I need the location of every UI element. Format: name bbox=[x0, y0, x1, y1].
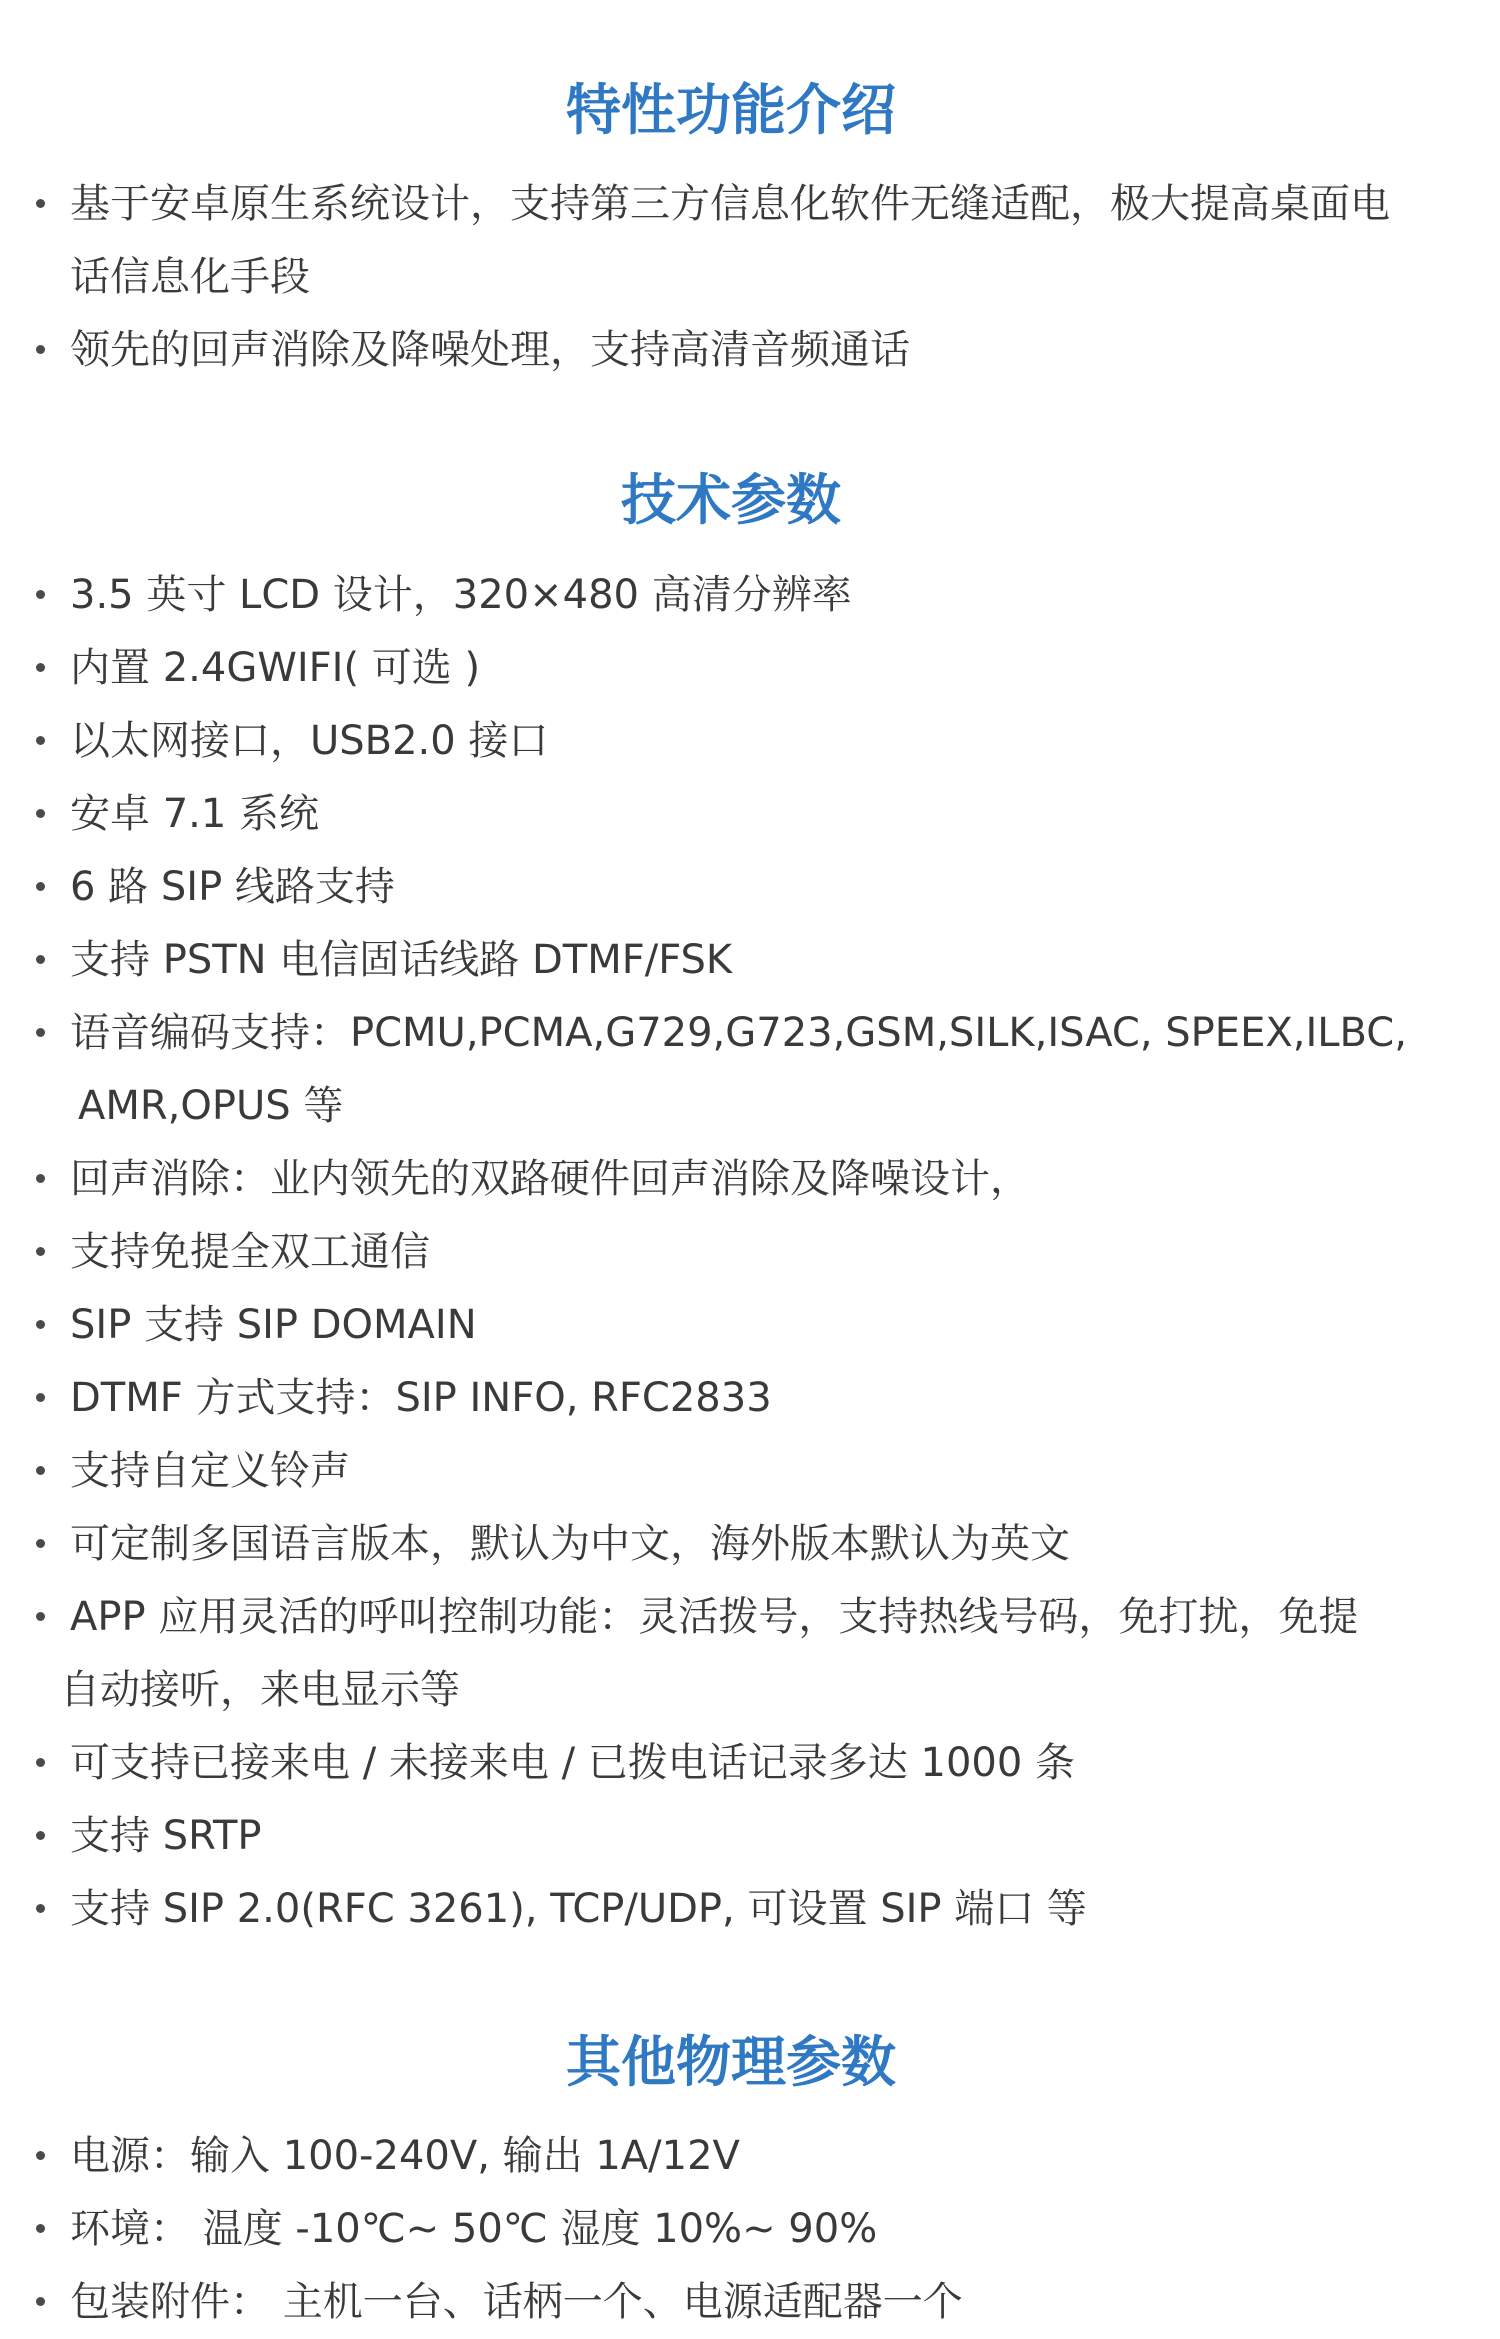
item-text: 支持免提全双工通信 bbox=[70, 1229, 430, 1275]
list-item bbox=[0, 851, 1500, 924]
item-text: 内置 2.4GWIFI( 可选 ) bbox=[70, 645, 481, 691]
item-text: 回声消除：业内领先的双路硬件回声消除及降噪设计， bbox=[70, 1156, 1030, 1202]
list-item bbox=[0, 997, 1500, 1070]
list-item-continuation bbox=[0, 1654, 1500, 1727]
section-title-tech-params: 技术参数 bbox=[620, 468, 841, 532]
list-item bbox=[0, 1800, 1500, 1873]
section-title-physical-params: 其他物理参数 bbox=[565, 2030, 896, 2094]
list-item bbox=[0, 924, 1500, 997]
list-item bbox=[0, 559, 1500, 632]
item-text: 可定制多国语言版本，默认为中文，海外版本默认为英文 bbox=[70, 1521, 1070, 1567]
list-item bbox=[0, 1727, 1500, 1800]
list-item bbox=[0, 1873, 1500, 1946]
item-text-continuation: 自动接听，来电显示等 bbox=[60, 1667, 460, 1713]
item-text: 安卓 7.1 系统 bbox=[70, 791, 320, 837]
item-text: 3.5 英寸 LCD 设计，320×480 高清分辨率 bbox=[70, 572, 852, 618]
bullet-icon bbox=[36, 955, 45, 964]
bullet-icon bbox=[36, 345, 45, 354]
bullet-icon bbox=[36, 1174, 45, 1183]
bullet-icon bbox=[36, 199, 45, 208]
bullet-icon bbox=[36, 1466, 45, 1475]
item-text: DTMF 方式支持：SIP INFO, RFC2833 bbox=[70, 1375, 772, 1421]
bullet-icon bbox=[36, 736, 45, 745]
item-text: 领先的回声消除及降噪处理，支持高清音频通话 bbox=[70, 327, 910, 373]
list-item bbox=[0, 1581, 1500, 1654]
item-text: 环境： 温度 -10℃~ 50℃ 湿度 10%~ 90% bbox=[70, 2206, 878, 2252]
list-item bbox=[0, 705, 1500, 778]
item-text: 可支持已接来电 / 未接来电 / 已拨电话记录多达 1000 条 bbox=[70, 1740, 1076, 1786]
bullet-icon bbox=[36, 2224, 45, 2233]
item-text: 支持 SIP 2.0(RFC 3261), TCP/UDP, 可设置 SIP 端口 等 bbox=[70, 1886, 1087, 1932]
bullet-icon bbox=[36, 809, 45, 818]
bullet-icon bbox=[36, 1612, 45, 1621]
list-item bbox=[0, 632, 1500, 705]
list-item bbox=[0, 1216, 1500, 1289]
bullet-icon bbox=[36, 1539, 45, 1548]
list-item-continuation bbox=[0, 241, 1500, 314]
bullet-icon bbox=[36, 1758, 45, 1767]
bullet-icon bbox=[36, 2151, 45, 2160]
list-item bbox=[0, 2193, 1500, 2266]
item-text-continuation: AMR,OPUS 等 bbox=[78, 1083, 344, 1129]
bullet-icon bbox=[36, 1831, 45, 1840]
bullet-icon bbox=[36, 1904, 45, 1913]
item-text: 电源：输入 100-240V, 输出 1A/12V bbox=[70, 2133, 740, 2179]
item-text: APP 应用灵活的呼叫控制功能：灵活拨号，支持热线号码，免打扰，免提 bbox=[70, 1594, 1359, 1640]
list-item bbox=[0, 1435, 1500, 1508]
bullet-icon bbox=[36, 1247, 45, 1256]
item-text: SIP 支持 SIP DOMAIN bbox=[70, 1302, 477, 1348]
bullet-icon bbox=[36, 882, 45, 891]
bullet-icon bbox=[36, 590, 45, 599]
bullet-icon bbox=[36, 2297, 45, 2306]
item-text: 语音编码支持：PCMU,PCMA,G729,G723,GSM,SILK,ISAC, SPEEX,ILBC, bbox=[70, 1010, 1407, 1056]
list-item bbox=[0, 1143, 1500, 1216]
bullet-icon bbox=[36, 663, 45, 672]
list-item bbox=[0, 168, 1500, 241]
item-text: 6 路 SIP 线路支持 bbox=[70, 864, 395, 910]
list-item bbox=[0, 778, 1500, 851]
item-text: 支持自定义铃声 bbox=[70, 1448, 350, 1494]
list-item bbox=[0, 1508, 1500, 1581]
item-text-continuation: 话信息化手段 bbox=[70, 254, 310, 300]
list-item bbox=[0, 1289, 1500, 1362]
item-text: 支持 SRTP bbox=[70, 1813, 262, 1859]
item-text: 支持 PSTN 电信固话线路 DTMF/FSK bbox=[70, 937, 733, 983]
item-text: 基于安卓原生系统设计，支持第三方信息化软件无缝适配，极大提高桌面电 bbox=[70, 181, 1390, 227]
list-item-continuation bbox=[0, 1070, 1500, 1143]
list-item bbox=[0, 2120, 1500, 2193]
item-text: 以太网接口，USB2.0 接口 bbox=[70, 718, 549, 764]
bullet-icon bbox=[36, 1320, 45, 1329]
section-title-features: 特性功能介绍 bbox=[565, 78, 896, 142]
list-item bbox=[0, 1362, 1500, 1435]
item-text: 包装附件： 主机一台、话柄一个、电源适配器一个 bbox=[70, 2279, 963, 2325]
bullet-icon bbox=[36, 1393, 45, 1402]
list-item bbox=[0, 2266, 1500, 2339]
bullet-icon bbox=[36, 1028, 45, 1037]
list-item bbox=[0, 314, 1500, 387]
